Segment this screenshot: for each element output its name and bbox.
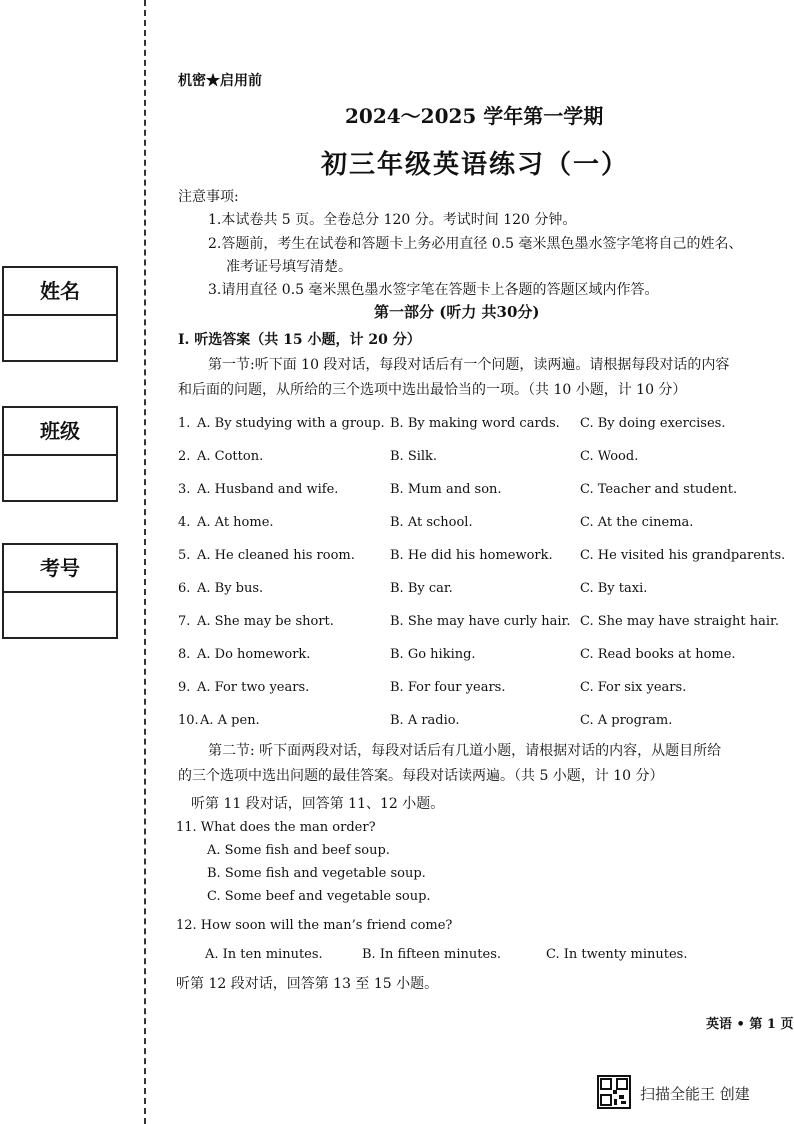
- option-a[interactable]: A. At home.: [197, 515, 274, 530]
- note-item: 1.本试卷共 5 页。全卷总分 120 分。考试时间 120 分钟。: [208, 212, 577, 228]
- option-a[interactable]: A. Do homework.: [197, 647, 311, 662]
- option-a[interactable]: A. For two years.: [197, 680, 310, 695]
- note-item: 准考证号填写清楚。: [226, 259, 352, 275]
- option-b[interactable]: B. Some fish and vegetable soup.: [207, 866, 426, 881]
- option-c[interactable]: C. Read books at home.: [580, 647, 736, 662]
- question-number: 2.: [178, 449, 191, 464]
- dialogue-instruction: 听第 12 段对话，回答第 13 至 15 小题。: [176, 976, 439, 992]
- qr-code-icon: [597, 1075, 631, 1109]
- note-item: 2.答题前，考生在试卷和答题卡上务必用直径 0.5 毫米黑色墨水签字笔将自己的姓名、: [208, 236, 743, 252]
- notes-heading: 注意事项:: [178, 189, 239, 205]
- dialogue-instruction: 听第 11 段对话，回答第 11、12 小题。: [191, 796, 445, 812]
- question-number: 4.: [178, 515, 191, 530]
- option-a[interactable]: A. He cleaned his room.: [197, 548, 355, 563]
- question-number: 3.: [178, 482, 191, 497]
- question-number: 10.: [178, 713, 199, 728]
- option-b[interactable]: B. Mum and son.: [390, 482, 502, 497]
- confidential-mark: 机密★启用前: [178, 73, 262, 89]
- option-a[interactable]: A. Husband and wife.: [197, 482, 339, 497]
- option-b[interactable]: B. A radio.: [390, 713, 460, 728]
- option-c[interactable]: C. He visited his grandparents.: [580, 548, 786, 563]
- option-b[interactable]: B. At school.: [390, 515, 473, 530]
- option-b[interactable]: B. By car.: [390, 581, 453, 596]
- question-stem: 12. How soon will the man’s friend come?: [176, 918, 453, 933]
- option-a[interactable]: A. Cotton.: [197, 449, 264, 464]
- question-number: 9.: [178, 680, 191, 695]
- option-c[interactable]: C. She may have straight hair.: [580, 614, 779, 629]
- question-number: 7.: [178, 614, 191, 629]
- question-number: 5.: [178, 548, 191, 563]
- exam-no-field[interactable]: [4, 593, 116, 637]
- option-b[interactable]: B. For four years.: [390, 680, 506, 695]
- scanner-watermark: 扫描全能王 创建: [640, 1085, 750, 1103]
- name-box: [2, 266, 118, 362]
- option-b[interactable]: B. She may have curly hair.: [390, 614, 571, 629]
- option-c[interactable]: C. By doing exercises.: [580, 416, 726, 431]
- option-a[interactable]: A. Some fish and beef soup.: [207, 843, 390, 858]
- name-label: 姓名: [4, 268, 116, 316]
- section-instruction: 和后面的问题，从所给的三个选项中选出最恰当的一项。（共 10 小题，计 10 分）: [178, 382, 687, 398]
- question-stem: 11. What does the man order?: [176, 820, 376, 835]
- page-title: 初三年级英语练习（一）: [321, 150, 630, 180]
- option-a[interactable]: A. By bus.: [197, 581, 264, 596]
- option-c[interactable]: C. A program.: [580, 713, 673, 728]
- option-b[interactable]: B. Go hiking.: [390, 647, 476, 662]
- section-instruction: 第一节:听下面 10 段对话，每段对话后有一个问题，读两遍。请根据每段对话的内容: [208, 357, 730, 373]
- note-item: 3.请用直径 0.5 毫米黑色墨水签字笔在答题卡上各题的答题区域内作答。: [208, 282, 659, 298]
- page-number: 英语 • 第 1 页: [706, 1017, 794, 1032]
- question-number: 6.: [178, 581, 191, 596]
- class-label: 班级: [4, 408, 116, 456]
- option-b[interactable]: B. In fifteen minutes.: [362, 947, 502, 962]
- question-number: 8.: [178, 647, 191, 662]
- binding-line: [144, 0, 146, 1124]
- option-c[interactable]: C. Teacher and student.: [580, 482, 738, 497]
- part-title: 第一部分 (听力 共30分): [374, 303, 540, 321]
- option-c[interactable]: C. By taxi.: [580, 581, 648, 596]
- option-a[interactable]: A. In ten minutes.: [205, 947, 323, 962]
- section-title: I. 听选答案（共 15 小题，计 20 分）: [178, 332, 421, 348]
- term-heading: 2024～2025 学年第一学期: [345, 104, 604, 128]
- option-c[interactable]: C. At the cinema.: [580, 515, 694, 530]
- option-c[interactable]: C. Wood.: [580, 449, 639, 464]
- exam-no-label: 考号: [4, 545, 116, 593]
- option-a[interactable]: A. She may be short.: [197, 614, 334, 629]
- option-c[interactable]: C. In twenty minutes.: [546, 947, 688, 962]
- class-field[interactable]: [4, 456, 116, 500]
- option-b[interactable]: B. Silk.: [390, 449, 438, 464]
- name-field[interactable]: [4, 316, 116, 360]
- option-c[interactable]: C. Some beef and vegetable soup.: [207, 889, 431, 904]
- question-number: 1.: [178, 416, 191, 431]
- section-instruction: 第二节: 听下面两段对话，每段对话后有几道小题，请根据对话的内容，从题目所给: [208, 743, 722, 759]
- class-box: [2, 406, 118, 502]
- option-b[interactable]: B. He did his homework.: [390, 548, 553, 563]
- option-b[interactable]: B. By making word cards.: [390, 416, 560, 431]
- section-instruction: 的三个选项中选出问题的最佳答案。每段对话读两遍。（共 5 小题，计 10 分）: [178, 768, 664, 784]
- option-c[interactable]: C. For six years.: [580, 680, 687, 695]
- option-a[interactable]: A. By studying with a group.: [197, 416, 385, 431]
- exam-no-box: [2, 543, 118, 639]
- option-a[interactable]: A. A pen.: [200, 713, 260, 728]
